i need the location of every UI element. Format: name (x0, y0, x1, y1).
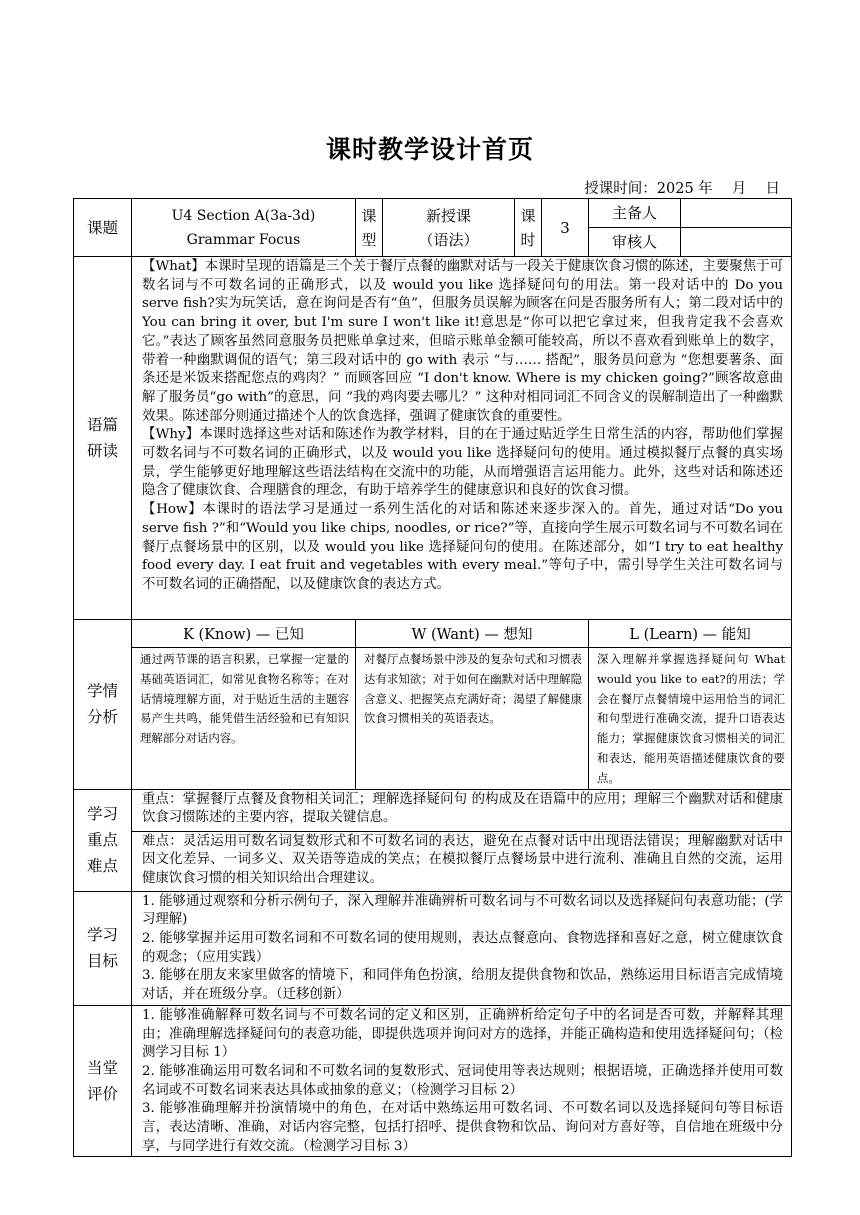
text-study-label (74, 257, 132, 620)
type-label-1: 课 (361, 206, 377, 225)
topic-value (132, 199, 356, 257)
lesson-date: 授课时间：2025 年 月 日 (584, 181, 780, 197)
objective-item: 3. 能够在朋友来家里做客的情境下，和同伴角色扮演，给朋友提供食物和饮品，熟练运用目标语言完成情境对话，并在班级分享。（迁移创新） (142, 968, 784, 1003)
know-text: 通过两节课的语言积累，已掌握一定量的基础英语词汇，如常见食物名称等；在对话情境理解方面，对于贴近生活的主题容易产生共鸣，能凭借生活经验和已有知识理解部分对话内容。 (132, 648, 356, 790)
learn-text: 深入理解并掌握选择疑问句 What would you like to eat?的用法；学会在餐厅点餐情境中运用恰当的词汇和句型进行准确交流，提升口语表达能力；掌握健康饮食习惯相关的词汇和表达，能用英语描述健康饮食的要点。 (589, 648, 792, 790)
topic-line1: U4 Section A(3a-3d) (171, 207, 316, 224)
learner-analysis-label-1: 学情 (86, 682, 118, 701)
reviewer-value[interactable] (681, 228, 792, 257)
page-title: 课时教学设计首页 (325, 135, 534, 164)
text-study-label-2: 研读 (86, 442, 118, 460)
type-label-2: 型 (361, 230, 377, 249)
type-value-1: 新授课 (426, 206, 472, 225)
what-paragraph: 【What】本课时呈现的语篇是三个关于餐厅点餐的幽默对话与一段关于健康饮食习惯的陈述，主要聚焦于可数名词与不可数名词的正确形式，以及 would you like 选择疑问句的用法。第一段对话中的 Do you serve fish?实为玩笑话，意在询问是否有“鱼”，但服务员误解为顾客在问是否服务所有人；第二段对话中的 You can bring it over, but I'm sure I won't like it!意思是“你可以把它拿过来，但我肯定我不会喜欢它。”表达了顾客虽然同意服务员把账单拿过来，但暗示账单金额可能较高，所以不喜欢看到账单上的数字，带着一种幽默调侃的语气；第三段对话中的 go with 表示 “与…… 搭配”，服务员问意为 “您想要薯条、面条还是米饭来搭配您点的鸡肉？” 而顾客回应 “I don't know. Where is my chicken going?”顾客故意曲解了服务员“go with”的意思，问 “我的鸡肉要去哪儿？” 这种对相同词汇不同含义的误解制造出了一种幽默效果。陈述部分则通过描述个人的饮食选择，强调了健康饮食的重要性。 (142, 259, 784, 424)
hours-label-1: 课 (520, 206, 536, 225)
learner-analysis-label (74, 620, 132, 790)
know-header: K (Know) — 已知 (132, 620, 356, 648)
main-preparer-value[interactable] (681, 199, 792, 228)
hours-label (515, 199, 542, 257)
learn-header: L (Learn) — 能知 (589, 620, 792, 648)
type-value (383, 199, 515, 257)
evaluation-item: 2. 能够准确运用可数名词和不可数名词的复数形式、冠词使用等表达规则；根据语境，正确选择并使用可数名词或不可数名词来表达具体或抽象的意义；（检测学习目标 2） (142, 1063, 784, 1098)
how-paragraph: 【How】本课时的语法学习是通过一系列生活化的对话和陈述来逐步深入的。首先，通过对话“Do you serve fish ?”和“Would you like chips, noodles, or rice?”等，直接向学生展示可数名词与不可数名词在餐厅点餐场景中的区别，以及 would you like 选择疑问句的使用。在陈述部分，如“I try to eat healthy food every day. I eat fruit and vegetables with every meal.”等句子中，需引导学生关注可数名词与不可数名词的正确搭配，以及健康饮食的表达方式。 (142, 502, 784, 592)
focus-label-2: 重点 (86, 831, 118, 850)
topic-line2: Grammar Focus (186, 231, 301, 248)
objectives-label-2: 目标 (86, 952, 118, 971)
key-points: 重点：掌握餐厅点餐及食物相关词汇；理解选择疑问句 的构成及在语篇中的应用；理解三个幽默对话和健康饮食习惯陈述的主要内容，提取关键信息。 (132, 789, 792, 831)
want-header: W (Want) — 想知 (356, 620, 589, 648)
objective-item: 1. 能够通过观察和分析示例句子，深入理解并准确辨析可数名词与不可数名词以及选择疑问句表意功能；(学习理解) (142, 893, 784, 928)
objectives-label-1: 学习 (86, 926, 118, 945)
focus-label (74, 789, 132, 891)
type-value-2: （语法） (418, 230, 479, 249)
objective-item: 2. 能够掌握并运用可数名词和不可数名词的使用规则，表达点餐意向、食物选择和喜好之意，树立健康饮食的观念；（应用实践） (142, 930, 784, 965)
objectives-label (74, 891, 132, 1005)
evaluation-label (74, 1005, 132, 1157)
text-study-content (132, 257, 792, 620)
evaluation-item: 3. 能够准确理解并扮演情境中的角色，在对话中熟练运用可数名词、不可数名词以及选择疑问句等目标语言，表达清晰、准确，对话内容完整，包括打招呼、提供食物和饮品、询问对方喜好等，自信地在班级中分享，与同学进行有效交流。（检测学习目标 3） (142, 1101, 784, 1154)
focus-label-1: 学习 (86, 805, 118, 824)
reviewer-label: 审核人 (589, 228, 681, 257)
evaluation-content (132, 1005, 792, 1157)
type-label (356, 199, 383, 257)
main-preparer-label: 主备人 (589, 199, 681, 228)
focus-label-3: 难点 (86, 857, 118, 876)
hours-label-2: 时 (520, 230, 536, 249)
objectives-content (132, 891, 792, 1005)
text-study-label-1: 语篇 (86, 416, 118, 434)
topic-label: 课题 (74, 199, 132, 257)
difficulties: 难点：灵活运用可数名词复数形式和不可数名词的表达，避免在点餐对话中出现语法错误；理解幽默对话中因文化差异、一词多义、双关语等造成的笑点；在模拟餐厅点餐场景中进行流利、准确且自然的交流，运用健康饮食习惯的相关知识给出合理建议。 (132, 831, 792, 891)
why-paragraph: 【Why】本课时选择这些对话和陈述作为教学材料，目的在于通过贴近学生日常生活的内容，帮助他们掌握可数名词与不可数名词的正确形式，以及 would you like 选择疑问句的使用。通过模拟餐厅点餐的真实场景，学生能够更好地理解这些语法结构在交流中的功能，从而增强语言运用能力。此外，这些对话和陈述还隐含了健康饮食、合理膳食的理念，有助于培养学生的健康意识和良好的饮食习惯。 (142, 427, 784, 499)
hours-value: 3 (542, 199, 589, 257)
evaluation-item: 1. 能够准确解释可数名词与不可数名词的定义和区别，正确辨析给定句子中的名词是否可数，并解释其理由；准确理解选择疑问句的表意功能，即提供选项并询问对方的选择，并能正确构造和使用选择疑问句；（检测学习目标 1） (142, 1007, 784, 1061)
lesson-design-table (73, 198, 792, 1157)
want-text: 对餐厅点餐场景中涉及的复杂句式和习惯表达有求知欲；对于如何在幽默对话中理解隐含意义、把握笑点充满好奇；渴望了解健康饮食习惯相关的英语表达。 (356, 648, 589, 790)
learner-analysis-label-2: 分析 (86, 708, 118, 727)
evaluation-label-1: 当堂 (86, 1059, 118, 1078)
evaluation-label-2: 评价 (86, 1085, 118, 1104)
